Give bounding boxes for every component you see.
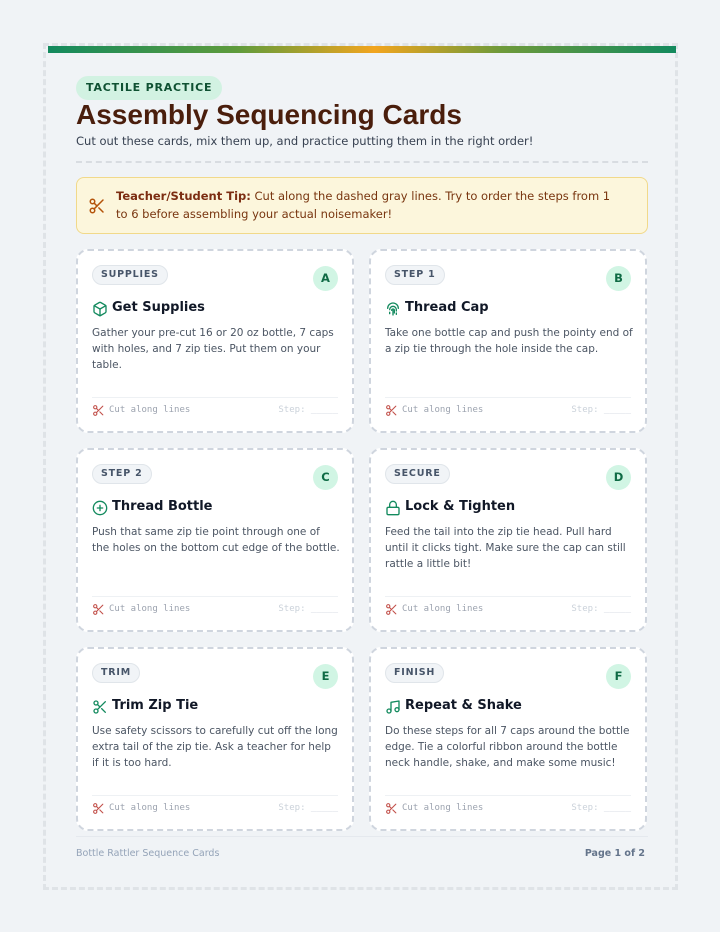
cut-label: Cut along lines — [109, 803, 191, 813]
fingerprint-icon — [385, 301, 401, 317]
card-title: Thread Bottle — [112, 499, 213, 514]
card-tag: STEP 1 — [385, 265, 445, 285]
card-tag: SUPPLIES — [92, 265, 168, 285]
cut-label: Cut along lines — [402, 803, 484, 813]
card-body: Feed the tail into the zip tie head. Pull hard until it clicks tight. Make sure the cap can still rattle a little bit! — [385, 526, 626, 570]
page-subtitle: Cut out these cards, mix them up, and practice putting them in the right order! — [76, 134, 534, 148]
tip-body: Cut along the dashed gray lines. Try to order the steps from 1 to 6 before assembling your actual noisemaker! — [116, 189, 611, 221]
card-letter: D — [606, 465, 631, 490]
header-accent-bar — [48, 46, 676, 53]
card-letter: F — [606, 664, 631, 689]
footer-divider — [76, 836, 648, 837]
card-d — [369, 448, 647, 632]
music-icon — [385, 699, 401, 715]
cut-label: Cut along lines — [402, 405, 484, 415]
card-footer — [92, 596, 338, 614]
card-a — [76, 249, 354, 433]
page-number: Page 1 of 2 — [584, 848, 645, 859]
step-blank: Step: _____ — [571, 604, 631, 614]
card-e — [76, 647, 354, 831]
card-letter: A — [313, 266, 338, 291]
box-icon — [92, 301, 108, 317]
card-body: Gather your pre-cut 16 or 20 oz bottle, 7 caps with holes, and 7 zip ties. Put them on your table. — [92, 327, 334, 371]
tip-label: Teacher/Student Tip: — [116, 189, 251, 203]
footer-title: Bottle Rattler Sequence Cards — [76, 848, 220, 859]
step-blank: Step: _____ — [278, 803, 338, 813]
card-footer — [385, 795, 631, 813]
cut-label: Cut along lines — [109, 604, 191, 614]
scissors-icon — [92, 404, 105, 417]
card-title: Repeat & Shake — [405, 698, 522, 713]
step-blank: Step: _____ — [571, 803, 631, 813]
card-body: Take one bottle cap and push the pointy end of a zip tie through the hole inside the cap. — [385, 327, 633, 355]
card-body: Do these steps for all 7 caps around the bottle edge. Tie a colorful ribbon around the bottle neck handle, shake, and make some music! — [385, 725, 630, 769]
step-blank: Step: _____ — [571, 405, 631, 415]
card-footer — [92, 397, 338, 415]
card-tag: FINISH — [385, 663, 444, 683]
category-badge: TACTILE PRACTICE — [76, 76, 222, 100]
scissors-icon — [385, 802, 398, 815]
card-letter: E — [313, 664, 338, 689]
step-blank: Step: _____ — [278, 604, 338, 614]
scissors-icon — [92, 699, 108, 715]
card-title: Get Supplies — [112, 300, 205, 315]
plus-circle-icon — [92, 500, 108, 516]
card-letter: C — [313, 465, 338, 490]
scissors-icon — [92, 802, 105, 815]
scissors-icon — [385, 603, 398, 616]
header-divider — [76, 161, 648, 163]
card-title: Thread Cap — [405, 300, 489, 315]
cut-label: Cut along lines — [109, 405, 191, 415]
card-body: Push that same zip tie point through one of the holes on the bottom cut edge of the bottle. — [92, 526, 340, 554]
card-c — [76, 448, 354, 632]
cut-label: Cut along lines — [402, 604, 484, 614]
card-footer — [385, 397, 631, 415]
lock-icon — [385, 500, 401, 516]
scissors-icon — [385, 404, 398, 417]
card-tag: SECURE — [385, 464, 450, 484]
card-f — [369, 647, 647, 831]
card-footer — [92, 795, 338, 813]
card-b — [369, 249, 647, 433]
card-letter: B — [606, 266, 631, 291]
page-title: Assembly Sequencing Cards — [76, 99, 462, 130]
card-body: Use safety scissors to carefully cut off the long extra tail of the zip tie. Ask a teacher for help if it is too hard. — [92, 725, 338, 769]
worksheet-page — [43, 43, 678, 890]
tip-text — [116, 187, 616, 223]
scissors-icon — [88, 197, 106, 215]
tip-box — [76, 177, 648, 234]
scissors-icon — [92, 603, 105, 616]
card-footer — [385, 596, 631, 614]
card-tag: STEP 2 — [92, 464, 152, 484]
card-tag: TRIM — [92, 663, 140, 683]
step-blank: Step: _____ — [278, 405, 338, 415]
card-title: Lock & Tighten — [405, 499, 516, 514]
card-title: Trim Zip Tie — [112, 698, 199, 713]
